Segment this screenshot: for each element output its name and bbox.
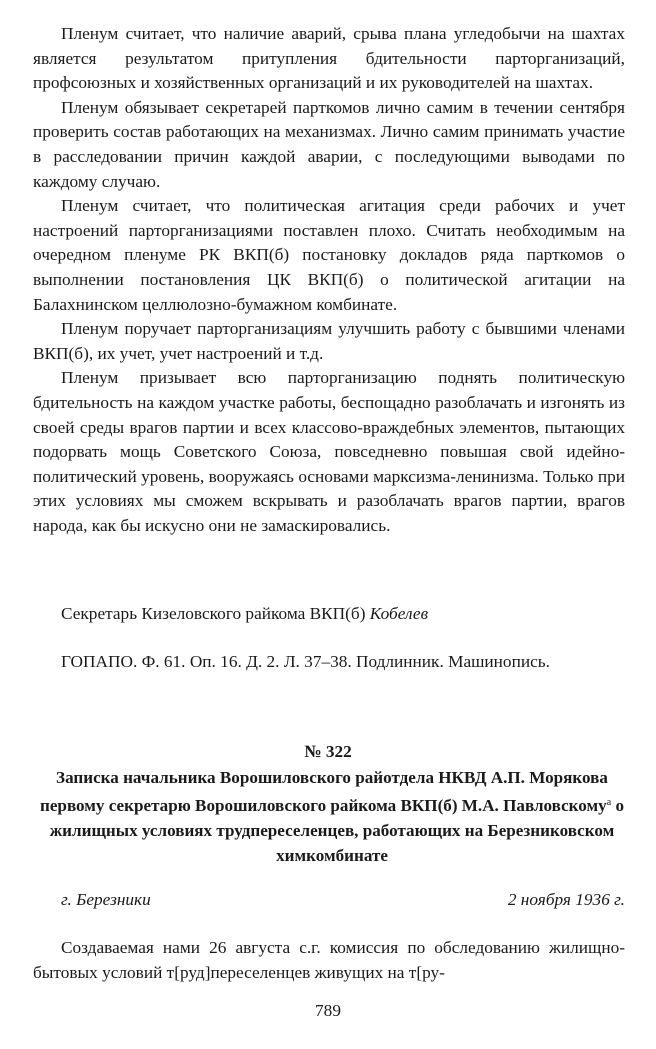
document-title (40, 765, 624, 868)
signature-line (61, 602, 428, 626)
archive-reference: ГОПАПО. Ф. 61. Оп. 16. Д. 2. Л. 37–38. Подлинник. Машинопись. (61, 652, 550, 671)
document-title-main: Записка начальника Ворошиловского райотдела НКВД А.П. Морякова первому секретарю Ворошиловского райкома ВКП(б) М.А. Павловскому (40, 768, 608, 815)
place-date-line (61, 888, 625, 912)
document-text-start (33, 936, 625, 985)
paragraph: Пленум поручает парторганизациям улучшить работу с бывшими членами ВКП(б), их учет, учет настроений и т.д. (33, 319, 625, 363)
page-number: 789 (315, 1001, 341, 1020)
document-title-rest: о жилищных условиях трудпереселенцев, работающих на Березниковском химкомбинате (49, 796, 625, 865)
paragraph: Создаваемая нами 26 августа с.г. комиссия по обследованию жилищно-бытовых условий т[руд]переселенцев живущих на т[ру- (33, 938, 625, 982)
document-number: № 322 (304, 742, 352, 761)
signature-name: Кобелев (369, 604, 429, 623)
paragraph: Пленум призывает всю парторганизацию поднять политическую бдительность на каждом участке работы, беспощадно разоблачать и изгонять из своей среды врагов партии и всех классово-враждебных элементов, пытающих подорвать мощь Советского Союза, повседневно повышая свой идейно-политический уровень, вооружаясь основами марксизма-ленинизма. Только при этих условиях мы сможем вскрывать и разоблачать врагов партии, врагов народа, как бы искусно они не замаскировались. (33, 368, 625, 535)
document-body (33, 22, 625, 538)
paragraph: Пленум считает, что политическая агитация среди рабочих и учет настроений парторганизациями поставлен плохо. Считать необходимым на очередном пленуме РК ВКП(б) постановку докладов ряда парткомов о выполнении постановления ЦК ВКП(б) о политической агитации на Балахнинском целлюлозно-бумажном комбинате. (33, 196, 625, 314)
footnote-marker: а (606, 797, 612, 808)
signature-position: Секретарь Кизеловского райкома ВКП(б) (61, 604, 366, 623)
paragraph: Пленум обязывает секретарей парткомов лично самим в течении сентября проверить состав работающих на механизмах. Лично самим принимать участие в расследовании причин каждой аварии, с последующими выводами по каждому случаю. (33, 97, 625, 191)
document-date: 2 ноября 1936 г. (507, 890, 625, 909)
document-place: г. Березники (61, 890, 151, 909)
paragraph: Пленум считает, что наличие аварий, срыва плана угледобычи на шахтах является результатом притупления бдительности парторганизаций, профсоюзных и хозяйственных организаций и их руководителей на шахтах. (33, 24, 625, 93)
